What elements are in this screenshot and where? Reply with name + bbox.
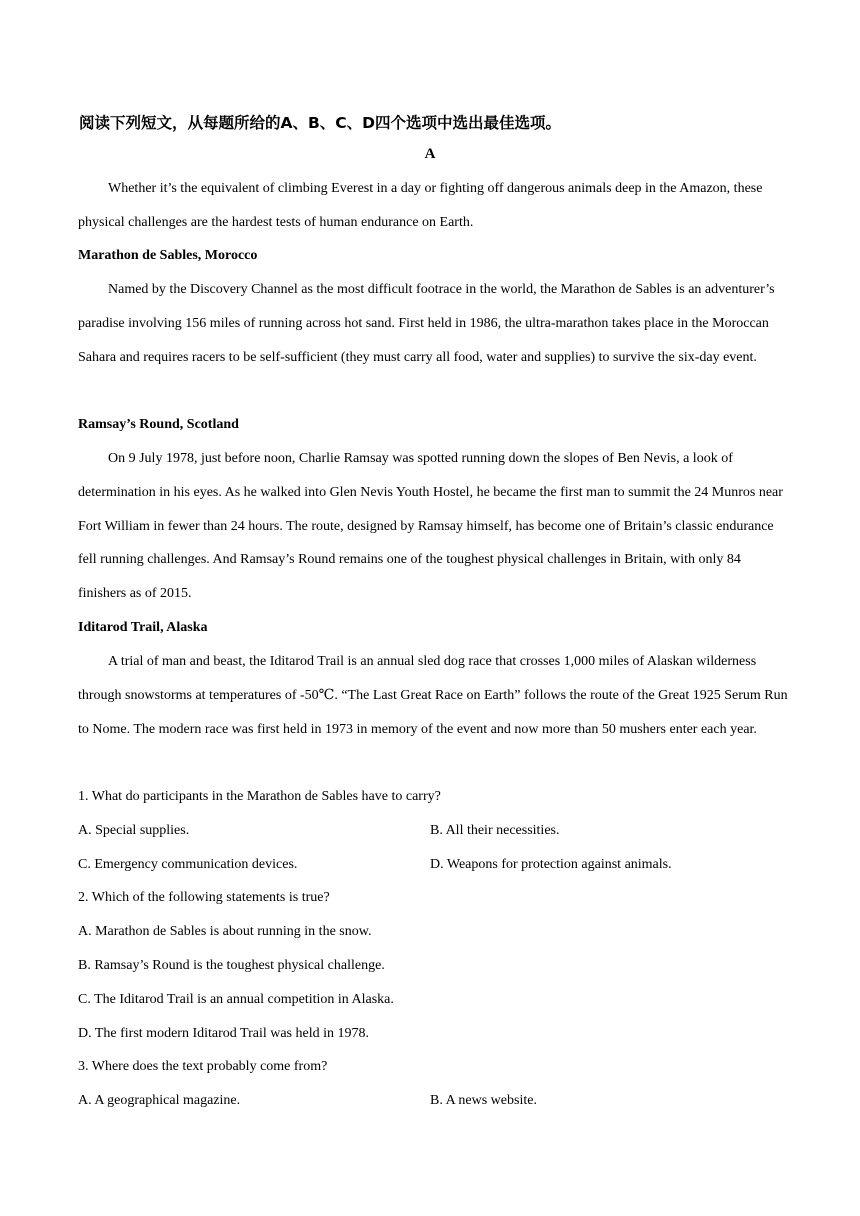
instruction-text: 阅读下列短文，从每题所给的A、B、C、D四个选项中选出最佳选项。 xyxy=(79,114,562,132)
section-heading-iditarod: Iditarod Trail, Alaska xyxy=(78,620,208,635)
question-2-option-d: D. The first modern Iditarod Trail was held in 1978. xyxy=(78,1026,369,1041)
question-3-stem: 3. Where does the text probably come from? xyxy=(78,1059,328,1074)
question-3-option-b: B. A news website. xyxy=(430,1093,537,1108)
section-heading-ramsay: Ramsay’s Round, Scotland xyxy=(78,417,239,432)
question-1-option-c: C. Emergency communication devices. xyxy=(78,857,298,872)
question-3-option-a: A. A geographical magazine. xyxy=(78,1093,241,1108)
intro-paragraph: Whether it’s the equivalent of climbing Everest in a day or fighting off dangerous animals deep in the Amazon, these physical challenges are the hardest tests of human endurance on Earth. xyxy=(78,181,763,230)
question-2-option-b: B. Ramsay’s Round is the toughest physical challenge. xyxy=(78,958,385,973)
question-1-option-a: A. Special supplies. xyxy=(78,823,190,838)
question-1-option-b: B. All their necessities. xyxy=(430,823,560,838)
section-body-ramsay: On 9 July 1978, just before noon, Charlie Ramsay was spotted running down the slopes of Ben Nevis, a look of determination in his eyes. As he walked into Glen Nevis Youth Hostel, he became the first man to summit the 24 Munros near Fort William in fewer than 24 hours. The route, designed by Ramsay himself, has become one of Britain’s classic endurance fell running challenges. And Ramsay’s Round remains one of the toughest physical challenges in Britain, with only 84 finishers as of 2015. xyxy=(78,451,783,602)
question-2-option-a: A. Marathon de Sables is about running in the snow. xyxy=(78,924,372,939)
question-2-option-c: C. The Iditarod Trail is an annual competition in Alaska. xyxy=(78,992,394,1007)
section-heading-marathon: Marathon de Sables, Morocco xyxy=(78,248,258,263)
question-1-stem: 1. What do participants in the Marathon de Sables have to carry? xyxy=(78,789,441,804)
section-body-marathon: Named by the Discovery Channel as the most difficult footrace in the world, the Marathon de Sables is an adventurer’s paradise involving 156 miles of running across hot sand. First held in 1986, the ultra-marathon takes place in the Moroccan Sahara and requires racers to be self-sufficient (they must carry all food, water and supplies) to survive the six-day event. xyxy=(78,282,775,365)
question-2-stem: 2. Which of the following statements is true? xyxy=(78,890,330,905)
passage-label: A xyxy=(424,146,436,162)
question-1-option-d: D. Weapons for protection against animals. xyxy=(430,857,672,872)
section-body-iditarod: A trial of man and beast, the Iditarod Trail is an annual sled dog race that crosses 1,000 miles of Alaskan wilderness through snowstorms at temperatures of -50℃. “The Last Great Race on Earth” follows the route of the Great 1925 Serum Run to Nome. The modern race was first held in 1973 in memory of the event and now more than 50 mushers enter each year. xyxy=(78,654,788,737)
